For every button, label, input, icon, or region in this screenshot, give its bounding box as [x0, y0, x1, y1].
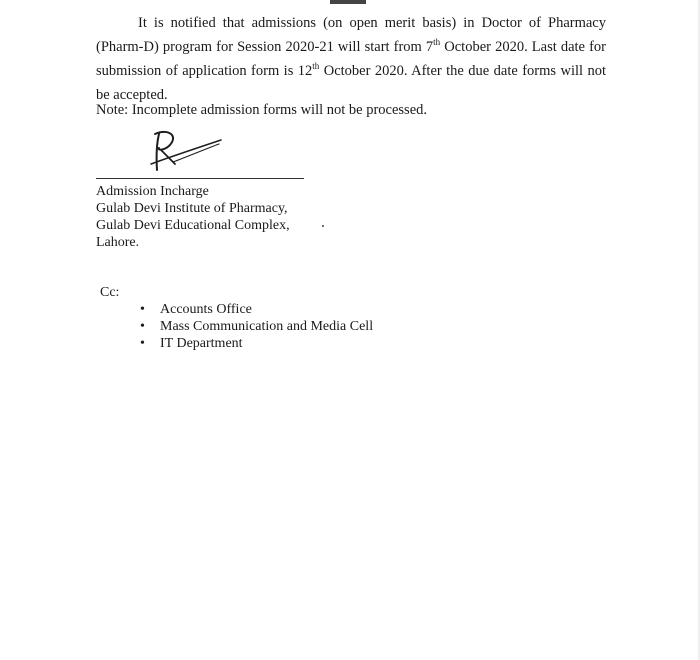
- header-fragment: [330, 0, 366, 4]
- notice-text-1: It is notified that admissions (on open merit basis) in Doctor of Pharmacy (Pharm-D) program for Session 2020-21 will start from 7: [96, 15, 606, 55]
- signatory-designation: Admission Incharge: [96, 184, 209, 199]
- note-text: Note: Incomplete admission forms will not be processed.: [96, 102, 428, 118]
- notice-text-2: October 2020. Last date for submission of application form is 12: [96, 38, 606, 79]
- signatory-complex: Gulab Devi Educational Complex,: [96, 218, 290, 233]
- signatory-city: Lahore.: [96, 235, 140, 250]
- signature-icon: [145, 128, 225, 176]
- signature-line: [96, 178, 304, 179]
- list-item: • IT Department: [140, 335, 373, 352]
- signatory-institute: Gulab Devi Institute of Pharmacy,: [96, 201, 288, 216]
- notice-text-3: October 2020. After the due date forms will not be accepted.: [96, 62, 606, 103]
- ordinal-suffix-1: th: [433, 37, 441, 48]
- signatory-block: [96, 183, 290, 251]
- list-item: • Accounts Office: [140, 301, 373, 318]
- stray-mark: [322, 225, 324, 227]
- cc-list: [140, 301, 373, 352]
- cc-label: Cc:: [100, 285, 120, 300]
- notice-paragraph: [96, 12, 606, 108]
- list-item: • Mass Communication and Media Cell: [140, 318, 373, 335]
- ordinal-suffix-2: th: [312, 61, 320, 72]
